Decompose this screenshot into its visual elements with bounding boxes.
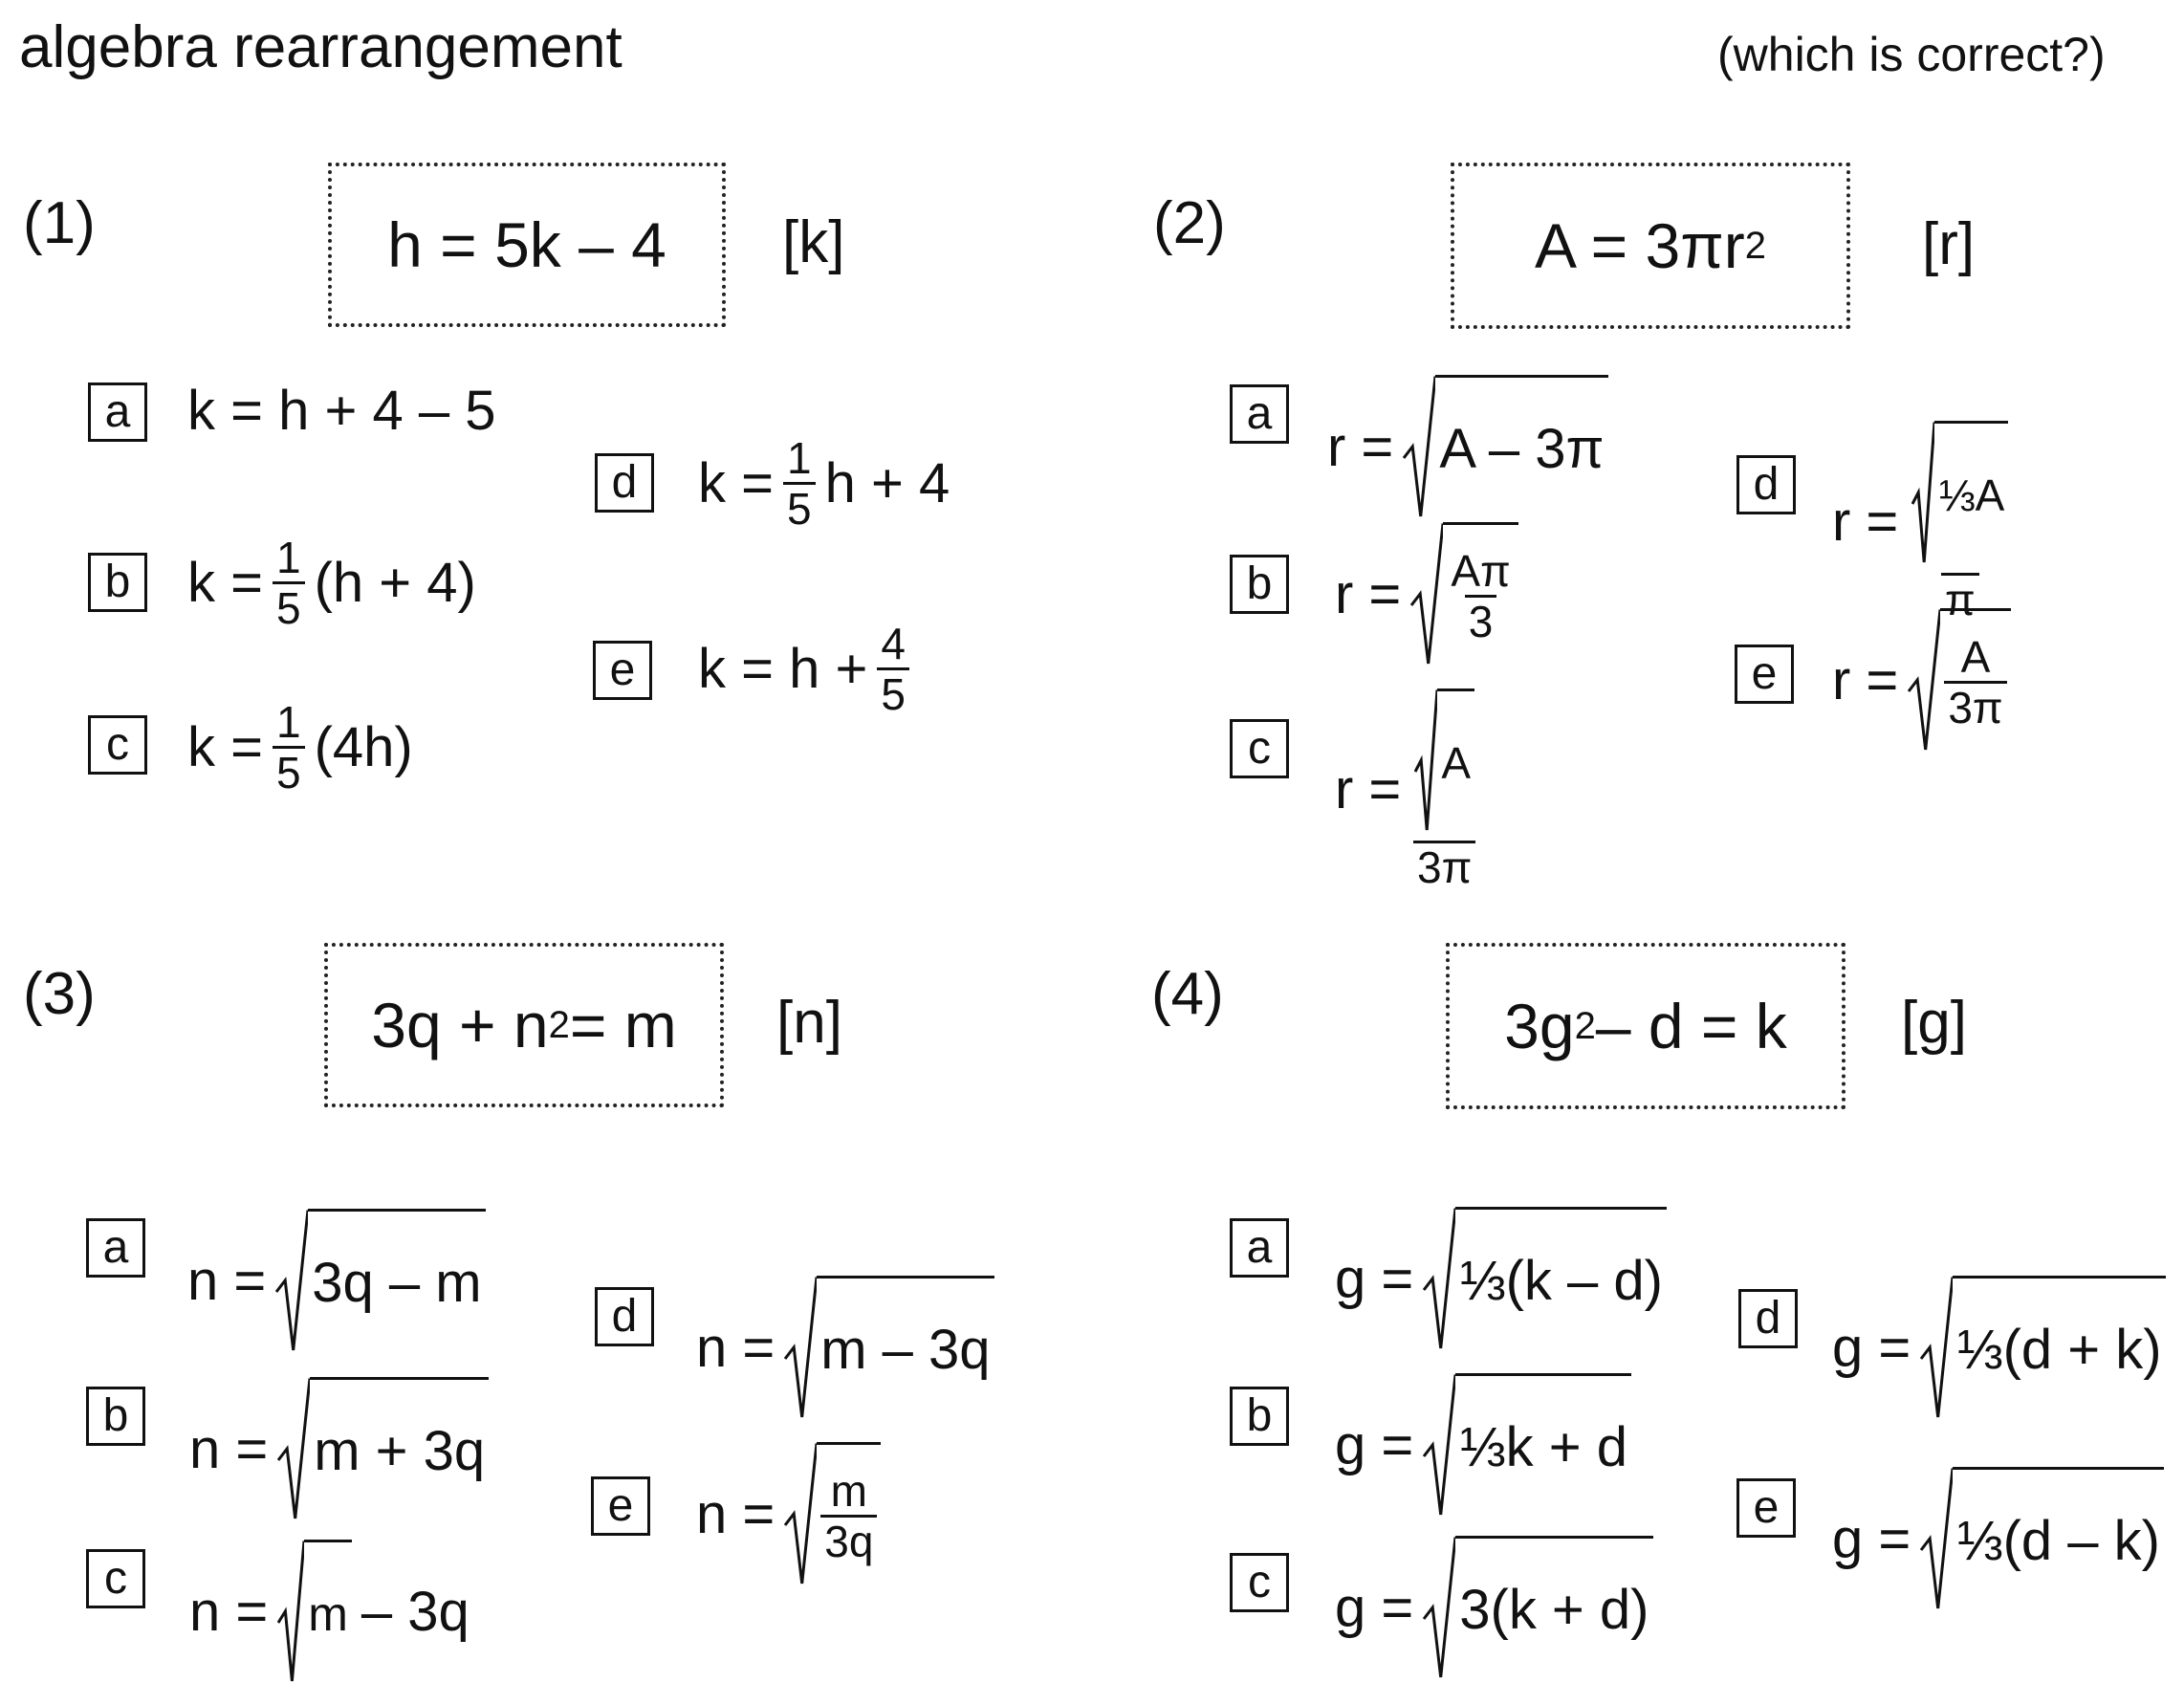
option-a[interactable] (187, 1209, 486, 1352)
option-letter-c[interactable]: c (86, 1549, 145, 1608)
option-lhs: k = h + (698, 638, 868, 700)
option-letter-d[interactable]: d (595, 453, 654, 513)
option-lhs: g = (1832, 1507, 1911, 1570)
option-e[interactable] (1832, 1467, 2164, 1610)
option-lhs: n = (696, 1316, 775, 1379)
given-text-rest: – d = k (1595, 991, 1787, 1061)
option-c[interactable] (189, 1540, 470, 1683)
option-letter-d[interactable]: d (595, 1287, 654, 1346)
radicand: 3(k + d) (1455, 1536, 1652, 1679)
radicand: ⅓k + d (1455, 1373, 1631, 1517)
option-rest: h + 4 (824, 452, 950, 514)
square-root (1908, 608, 2010, 752)
radicand: m – 3q (817, 1276, 994, 1419)
option-a[interactable] (1335, 1207, 1667, 1350)
option-rest: (h + 4) (314, 552, 476, 614)
option-letter-a[interactable]: a (86, 1218, 145, 1278)
fraction (1447, 546, 1514, 646)
option-c[interactable] (1335, 1536, 1653, 1679)
option-letter-e[interactable]: e (1735, 645, 1794, 704)
option-lhs: n = (696, 1482, 775, 1545)
fraction (1410, 688, 1478, 892)
radicand: 3q – m (308, 1209, 485, 1352)
subject-variable: [r] (1922, 211, 1976, 277)
numerator: Aπ (1451, 546, 1511, 596)
given-exponent: 2 (1574, 1004, 1596, 1047)
option-rest: (4h) (314, 716, 413, 778)
fraction (273, 697, 305, 798)
given-exponent: 2 (1744, 224, 1767, 267)
worksheet-title: algebra rearrangement (19, 14, 622, 80)
option-lhs: n = (189, 1417, 269, 1480)
fraction (273, 533, 305, 633)
given-equation (1446, 943, 1845, 1109)
option-lhs: r = (1832, 490, 1899, 553)
radical-sign-icon (1423, 1373, 1455, 1517)
given-text: 3q + n (371, 990, 549, 1060)
option-lhs: g = (1832, 1316, 1911, 1379)
option-d[interactable] (696, 1276, 994, 1419)
denominator: 5 (273, 581, 305, 630)
option-letter-c[interactable]: c (88, 715, 147, 775)
option-letter-b[interactable]: b (86, 1387, 145, 1446)
option-letter-a[interactable]: a (1230, 384, 1289, 444)
denominator: 3q (820, 1515, 877, 1563)
square-root (1920, 1276, 2165, 1419)
fraction (1944, 632, 2006, 732)
numerator: 1 (276, 697, 301, 747)
option-d[interactable] (1832, 421, 2012, 622)
given-text: 3g (1504, 991, 1575, 1061)
denominator: 3 (1465, 595, 1497, 644)
radical-sign-icon (1908, 608, 1940, 752)
square-root (1410, 522, 1518, 666)
radical-sign-icon (1920, 1276, 1953, 1419)
denominator: 5 (877, 667, 909, 716)
option-lhs: n = (187, 1249, 267, 1312)
square-root (275, 1209, 485, 1352)
option-text: k = h + 4 – 5 (187, 380, 496, 442)
option-c[interactable] (187, 697, 413, 798)
radical-sign-icon (784, 1276, 817, 1419)
option-letter-e[interactable]: e (1736, 1478, 1796, 1538)
radical-sign-icon (1403, 375, 1435, 518)
option-lhs: k = (698, 452, 774, 514)
option-letter-e[interactable]: e (593, 641, 652, 700)
given-text: h = 5k – 4 (387, 209, 666, 280)
subject-variable: [g] (1901, 990, 1967, 1056)
given-text-rest: = m (569, 990, 677, 1060)
radical-sign-icon (275, 1209, 308, 1352)
given-equation (1451, 163, 1850, 329)
option-lhs: r = (1335, 562, 1402, 625)
given-equation (328, 163, 726, 327)
radical-sign-icon (1410, 522, 1443, 666)
option-rest: – 3q (360, 1580, 470, 1643)
option-letter-e[interactable]: e (591, 1476, 650, 1536)
option-letter-b[interactable]: b (1230, 1387, 1289, 1446)
option-a[interactable] (187, 379, 495, 443)
denominator: 3π (1944, 681, 2006, 730)
numerator: ⅓A (1934, 421, 2008, 564)
square-root (277, 1377, 489, 1520)
square-root (1414, 688, 1474, 832)
denominator: 5 (783, 482, 816, 531)
option-letter-c[interactable]: c (1230, 719, 1289, 778)
option-lhs: n = (189, 1580, 269, 1643)
option-lhs: k = (187, 552, 263, 614)
radicand: A – 3π (1435, 375, 1607, 518)
radicand: m + 3q (310, 1377, 489, 1520)
question-number: (3) (23, 961, 96, 1027)
option-letter-d[interactable]: d (1736, 455, 1796, 514)
numerator: A (1437, 688, 1474, 832)
option-b[interactable] (1335, 522, 1518, 666)
question-number: (4) (1151, 961, 1224, 1027)
option-letter-d[interactable]: d (1738, 1289, 1798, 1348)
numerator: m (830, 1466, 867, 1516)
option-lhs: r = (1832, 648, 1899, 711)
square-root (1423, 1373, 1631, 1517)
given-exponent: 2 (548, 1003, 570, 1046)
radical-sign-icon (1423, 1207, 1455, 1350)
option-letter-c[interactable]: c (1230, 1553, 1289, 1612)
square-root (784, 1276, 994, 1419)
radical-sign-icon (277, 1540, 304, 1683)
radical-sign-icon (1911, 421, 1934, 564)
radicand: ⅓(d + k) (1953, 1276, 2165, 1419)
option-d[interactable] (698, 433, 950, 534)
numerator: 1 (787, 433, 812, 483)
option-letter-b[interactable]: b (1230, 555, 1289, 614)
square-root (1403, 375, 1607, 518)
square-root (1423, 1536, 1652, 1679)
given-text: A = 3πr (1534, 210, 1745, 281)
option-e[interactable] (696, 1442, 881, 1585)
radical-sign-icon (1423, 1536, 1455, 1679)
given-equation (324, 943, 724, 1107)
option-e[interactable] (698, 619, 909, 719)
radical-sign-icon (784, 1442, 817, 1585)
square-root (1423, 1207, 1667, 1350)
option-lhs: r = (1327, 415, 1394, 478)
denominator: π (1941, 573, 1979, 622)
fraction (783, 433, 816, 534)
option-lhs: g = (1335, 1576, 1414, 1639)
subject-variable: [n] (776, 990, 842, 1056)
fraction (1908, 421, 2012, 622)
fraction (820, 1466, 877, 1566)
option-lhs: g = (1335, 1247, 1414, 1310)
numerator: 1 (276, 533, 301, 582)
radical-sign-icon (277, 1377, 310, 1520)
option-c[interactable] (1335, 688, 1478, 892)
square-root (1911, 421, 2008, 564)
square-root (1920, 1467, 2164, 1610)
numerator: A (1960, 632, 1991, 682)
radicand: ⅓(d – k) (1953, 1467, 2164, 1610)
option-b[interactable] (1335, 1373, 1631, 1517)
radical-sign-icon (1920, 1467, 1953, 1610)
option-e[interactable] (1832, 608, 2011, 752)
square-root (784, 1442, 881, 1585)
radicand: ⅓(k – d) (1455, 1207, 1667, 1350)
denominator: 5 (273, 746, 305, 795)
denominator: 3π (1413, 841, 1475, 889)
option-b[interactable] (187, 533, 476, 633)
worksheet-subtitle: (which is correct?) (1717, 28, 2106, 81)
radical-sign-icon (1414, 688, 1437, 832)
radicand: m (304, 1540, 352, 1683)
option-letter-a[interactable]: a (88, 382, 147, 442)
numerator: 4 (881, 619, 906, 668)
question-number: (1) (23, 190, 96, 256)
option-a[interactable] (1327, 375, 1608, 518)
option-b[interactable] (189, 1377, 489, 1520)
option-lhs: r = (1335, 757, 1402, 820)
option-d[interactable] (1832, 1276, 2166, 1419)
option-lhs: k = (187, 716, 263, 778)
subject-variable: [k] (782, 209, 845, 275)
fraction (877, 619, 909, 719)
option-letter-a[interactable]: a (1230, 1218, 1289, 1278)
option-letter-b[interactable]: b (88, 553, 147, 612)
option-lhs: g = (1335, 1413, 1414, 1476)
question-number: (2) (1153, 190, 1226, 256)
square-root (277, 1540, 352, 1683)
